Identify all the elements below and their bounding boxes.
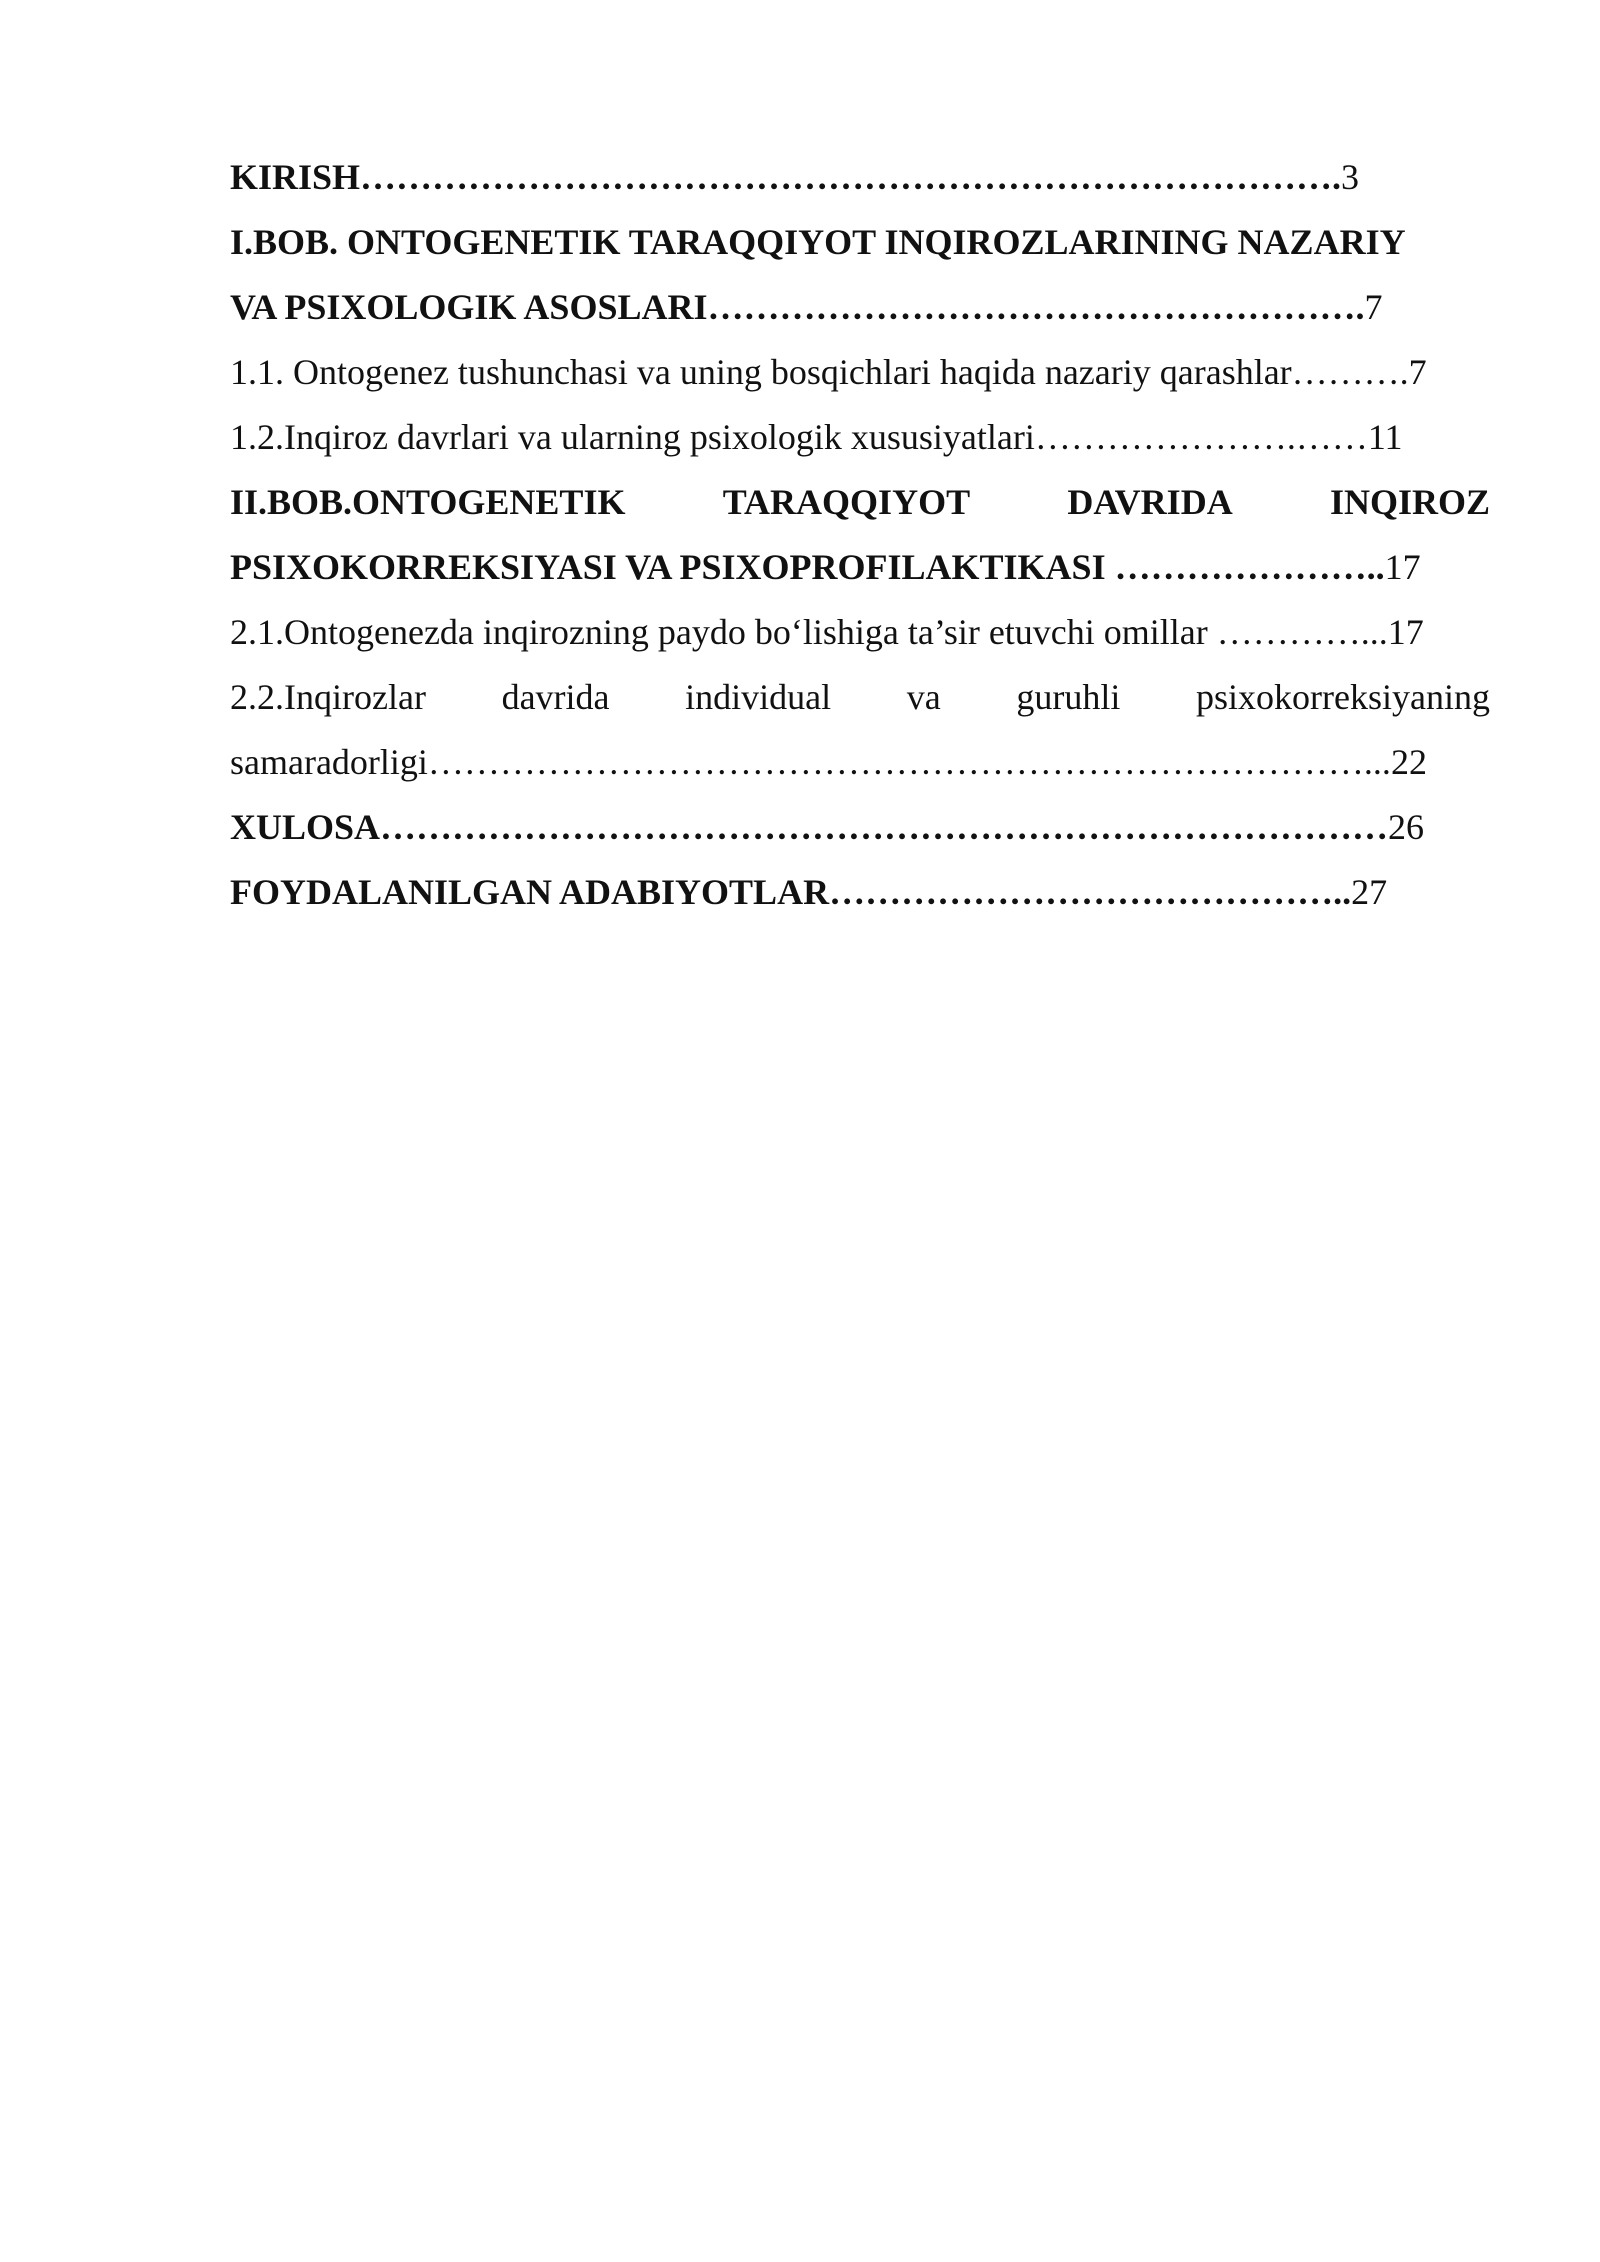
toc-page-number: 7 (1364, 287, 1383, 327)
toc-entry-section-1-2 (230, 405, 1490, 470)
toc-word: DAVRIDA (1067, 482, 1233, 522)
toc-entry-title: XULOSA………………………………………………………………………… (230, 807, 1389, 847)
toc-word: psixokorreksiyaning (1196, 677, 1490, 717)
toc-page-number: 11 (1367, 417, 1403, 457)
toc-entry-title: 1.1. Ontogenez tushunchasi va uning bosqichlari haqida nazariy qarashlar………. (230, 352, 1409, 392)
toc-entry-chapter-2 (230, 535, 1490, 600)
toc-word: 2.2.Inqirozlar (230, 677, 426, 717)
toc-entry-title: 1.2.Inqiroz davrlari va ularning psixologik xususiyatlari………………….…… (230, 417, 1368, 457)
toc-entry-section-2-2-title (230, 665, 1490, 730)
toc-entry-title: FOYDALANILGAN ADABIYOTLAR…………………………………….. (230, 872, 1352, 912)
toc-word: II.BOB.ONTOGENETIK (230, 482, 626, 522)
toc-entry-chapter-1-title: I.BOB. ONTOGENETIK TARAQQIYOT INQIROZLARINING NAZARIY (230, 222, 1406, 262)
toc-word: guruhli (1016, 677, 1121, 717)
toc-word: davrida (501, 677, 610, 717)
toc-entry-chapter-2-title (230, 470, 1490, 535)
toc-entry-adabiyotlar (230, 860, 1490, 925)
toc-entry-title: samaradorligi……………………………………………………………………... (230, 742, 1391, 782)
toc-entry-chapter-1 (230, 275, 1490, 340)
toc-entry-section-1-1 (230, 340, 1490, 405)
toc-entry-section-2-1 (230, 600, 1490, 665)
table-of-contents (230, 145, 1490, 925)
toc-entry-title: VA PSIXOLOGIK ASOSLARI………………………………………………. (230, 287, 1365, 327)
toc-entry-kirish (230, 145, 1490, 210)
toc-word: TARAQQIYOT (722, 482, 971, 522)
toc-word: individual (685, 677, 832, 717)
toc-word: INQIROZ (1329, 482, 1490, 522)
toc-word: va (906, 677, 941, 717)
toc-entry-title: 2.1.Ontogenezda inqirozning paydo bo‘lishiga ta’sir etuvchi omillar …………... (230, 612, 1388, 652)
toc-entry-title: PSIXOKORREKSIYASI VA PSIXOPROFILAKTIKASI ………………….. (230, 547, 1385, 587)
toc-page-number: 3 (1341, 157, 1360, 197)
toc-page-number: 26 (1388, 807, 1425, 847)
toc-page-number: 17 (1387, 612, 1424, 652)
toc-entry-xulosa (230, 795, 1490, 860)
toc-entry-title: KIRISH………………………………………………………………………. (230, 157, 1342, 197)
toc-entry-section-2-2 (230, 730, 1490, 795)
toc-page-number: 22 (1390, 742, 1427, 782)
toc-page-number: 7 (1408, 352, 1427, 392)
toc-page-number: 17 (1384, 547, 1421, 587)
toc-page-number: 27 (1351, 872, 1388, 912)
